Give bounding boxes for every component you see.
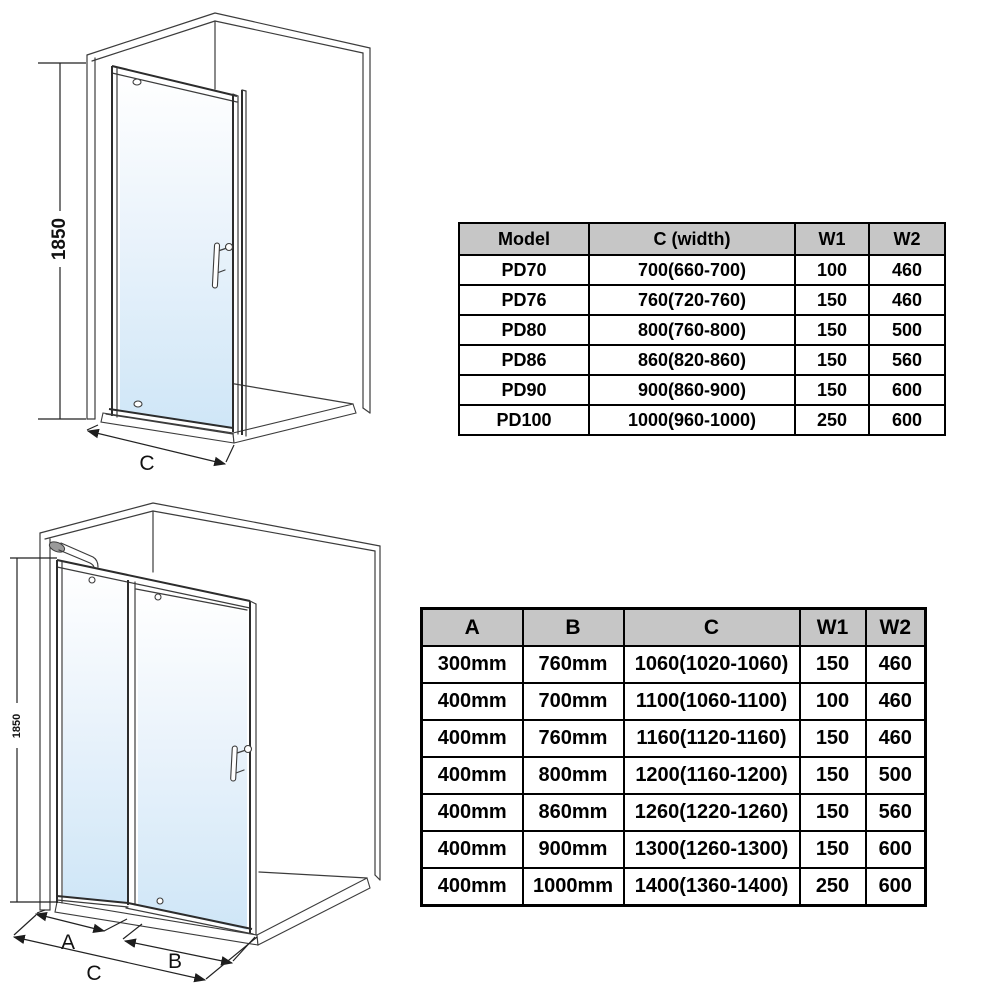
table-cell: 400mm <box>422 831 523 868</box>
table-row <box>459 405 945 435</box>
table-cell: 600 <box>866 868 926 906</box>
table-cell: 1260(1220-1260) <box>624 794 800 831</box>
table-cell: 560 <box>869 345 945 375</box>
table-cell: 800(760-800) <box>589 315 795 345</box>
column-header: A <box>422 609 523 647</box>
table-cell: 250 <box>795 405 869 435</box>
table-cell: 500 <box>866 757 926 794</box>
table-cell: 150 <box>795 375 869 405</box>
table-cell: PD80 <box>459 315 589 345</box>
door-glass <box>138 593 247 930</box>
table-row <box>422 683 926 720</box>
column-header: W1 <box>795 223 869 255</box>
table-cell: 150 <box>800 646 866 683</box>
table-row <box>459 345 945 375</box>
door-with-panel-size-table <box>420 607 927 907</box>
table-cell: 760(720-760) <box>589 285 795 315</box>
table-row <box>422 868 926 906</box>
table-cell: PD100 <box>459 405 589 435</box>
table-cell: 460 <box>869 285 945 315</box>
table-cell: 460 <box>869 255 945 285</box>
table-cell: 400mm <box>422 794 523 831</box>
table-cell: 150 <box>795 315 869 345</box>
table-cell: 460 <box>866 683 926 720</box>
height-label: 1850 <box>10 713 23 739</box>
table-cell: 150 <box>795 285 869 315</box>
table-cell: 460 <box>866 720 926 757</box>
table-cell: 400mm <box>422 720 523 757</box>
table-cell: PD90 <box>459 375 589 405</box>
table-cell: 100 <box>800 683 866 720</box>
table-cell: 700(660-700) <box>589 255 795 285</box>
column-header: C (width) <box>589 223 795 255</box>
table-cell: 400mm <box>422 683 523 720</box>
table-cell: 1000mm <box>523 868 624 906</box>
table-cell: 560 <box>866 794 926 831</box>
height-label: 1850 <box>49 217 71 261</box>
table-cell: 700mm <box>523 683 624 720</box>
table-row <box>459 315 945 345</box>
table-cell: 400mm <box>422 868 523 906</box>
table-cell: 860(820-860) <box>589 345 795 375</box>
table-cell: 150 <box>800 794 866 831</box>
width-c-label: C <box>139 452 155 475</box>
column-header: C <box>624 609 800 647</box>
table-cell: PD70 <box>459 255 589 285</box>
table-cell: 460 <box>866 646 926 683</box>
table-cell: 300mm <box>422 646 523 683</box>
table-row <box>459 375 945 405</box>
dim-a-label: A <box>60 931 76 954</box>
table-cell: PD76 <box>459 285 589 315</box>
pivot-door-size-table <box>458 222 946 436</box>
table-cell: 1160(1120-1160) <box>624 720 800 757</box>
table-cell: 760mm <box>523 646 624 683</box>
column-header: Model <box>459 223 589 255</box>
table-cell: 860mm <box>523 794 624 831</box>
table-cell: 600 <box>869 405 945 435</box>
pivot-door-diagram <box>25 5 390 480</box>
table-cell: 100 <box>795 255 869 285</box>
dim-b-label: B <box>167 950 183 973</box>
table-cell: 1400(1360-1400) <box>624 868 800 906</box>
height-dimension <box>38 63 86 419</box>
dim-c-label: C <box>86 962 102 985</box>
table-row <box>459 255 945 285</box>
door-with-panel-diagram <box>5 500 403 1000</box>
table-cell: 1300(1260-1300) <box>624 831 800 868</box>
table-cell: 150 <box>795 345 869 375</box>
column-header: B <box>523 609 624 647</box>
table-cell: 900(860-900) <box>589 375 795 405</box>
table-cell: 1000(960-1000) <box>589 405 795 435</box>
table-row <box>422 720 926 757</box>
table-cell: PD86 <box>459 345 589 375</box>
table-cell: 800mm <box>523 757 624 794</box>
table-row <box>422 757 926 794</box>
table-cell: 150 <box>800 757 866 794</box>
table-row <box>459 285 945 315</box>
table-cell: 400mm <box>422 757 523 794</box>
fixed-panel-glass <box>63 568 127 903</box>
table-cell: 900mm <box>523 831 624 868</box>
table-cell: 1100(1060-1100) <box>624 683 800 720</box>
column-header: W2 <box>866 609 926 647</box>
table-cell: 600 <box>866 831 926 868</box>
column-header: W1 <box>800 609 866 647</box>
table-cell: 1060(1020-1060) <box>624 646 800 683</box>
column-header: W2 <box>869 223 945 255</box>
table-cell: 500 <box>869 315 945 345</box>
table-row <box>422 794 926 831</box>
table-cell: 150 <box>800 720 866 757</box>
table-cell: 1200(1160-1200) <box>624 757 800 794</box>
table-cell: 600 <box>869 375 945 405</box>
table-row <box>422 646 926 683</box>
table-cell: 250 <box>800 868 866 906</box>
table-cell: 760mm <box>523 720 624 757</box>
table-row <box>422 831 926 868</box>
table-cell: 150 <box>800 831 866 868</box>
